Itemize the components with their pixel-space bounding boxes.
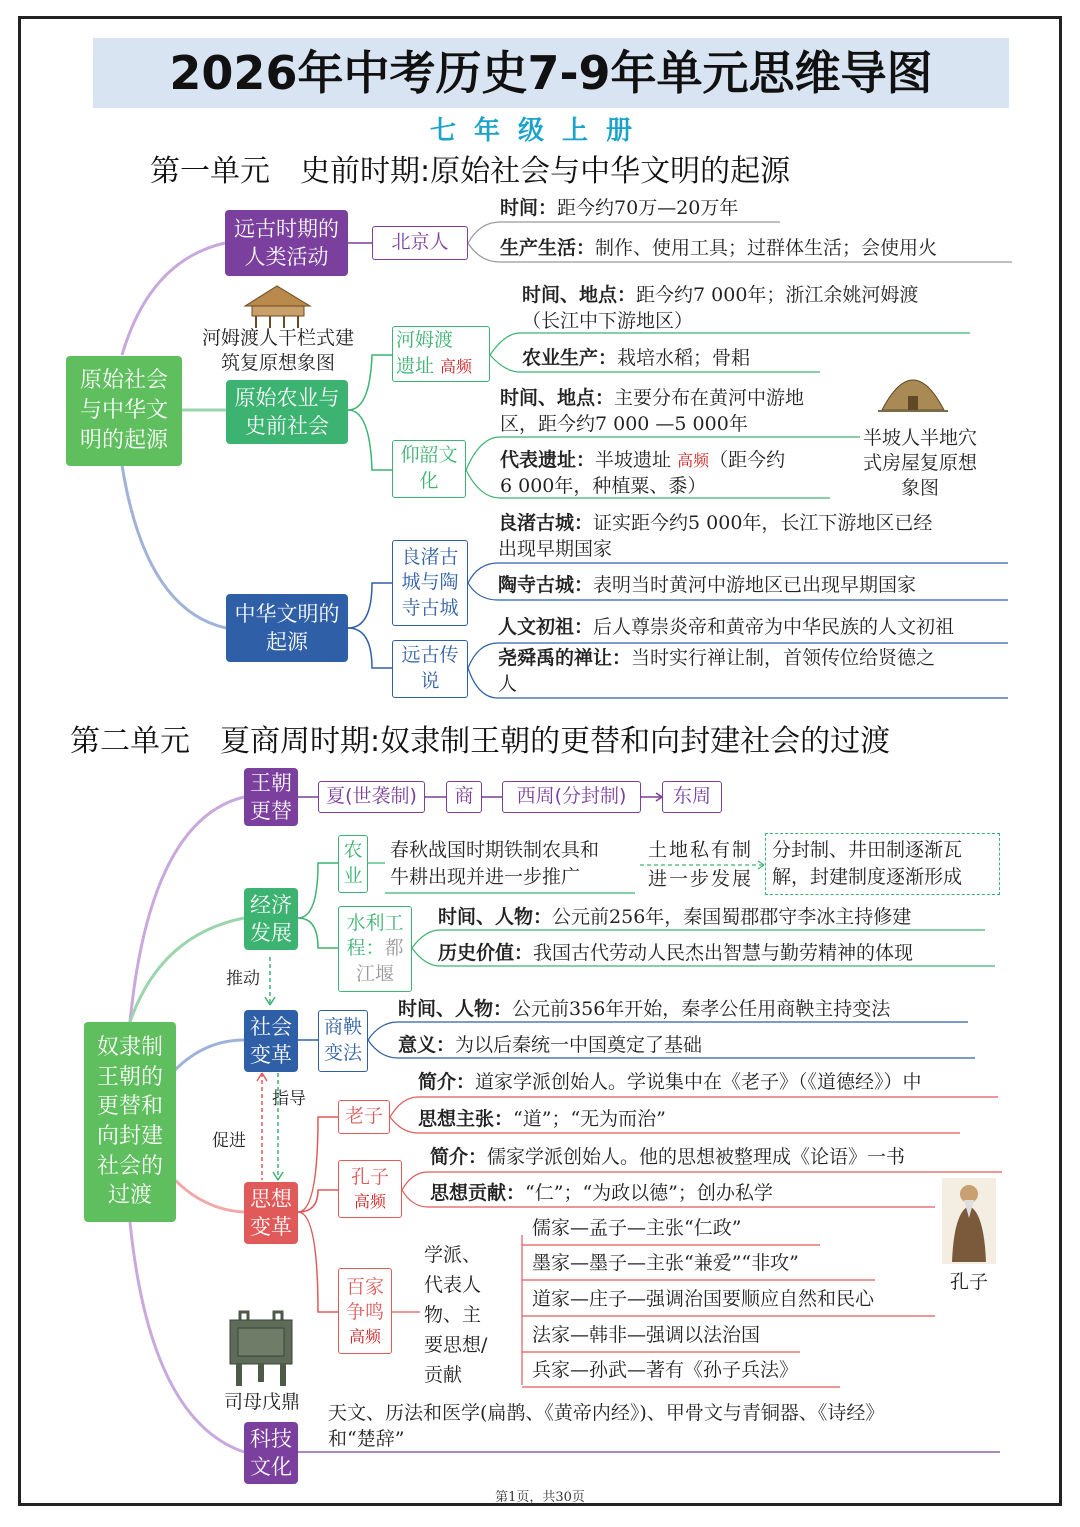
school-mojia: 墨家—墨子—主张“兼爱”“非攻” [532,1252,799,1274]
liangzhu-text2: 出现早期国家 [498,538,613,560]
hemudu-label: 河姆渡 [396,329,454,352]
schools-lbl-3: 要思想/ [424,1334,488,1356]
kongzi-contrib: 思想贡献：“仁”；“为政以德”；创办私学 [430,1182,773,1204]
shanrang-text: 尧舜禹的禅让：当时实行禅让制，首领传位给贤德之 [498,647,936,669]
label-promote: 促进 [212,1131,246,1151]
science-text2: 和“楚辞” [328,1428,405,1450]
node-agriculture: 农业 [338,835,368,893]
science-text1: 天文、历法和医学(扁鹊、《黄帝内经》)、甲骨文与青铜器、《诗经》 [328,1402,885,1424]
dujiangyan-time: 时间、人物：公元前256年，秦国蜀郡郡守李冰主持修建 [438,906,912,928]
taosi-text: 陶寺古城：表明当时黄河中游地区已出现早期国家 [498,574,917,596]
node-beijing-man: 北京人 [372,226,468,260]
kongzi-label: 孔子 [350,1166,389,1189]
dynasty-eastern-zhou: 东周 [662,781,722,813]
node-thought-reform: 思想变革 [244,1182,298,1244]
unit1-root-node: 原始社会与中华文明的起源 [66,356,182,466]
agri-text2: 牛耕出现并进一步推广 [390,866,581,888]
liangzhu-text: 良渚古城：证实距今约5 000年，长江下游地区已经 [498,512,933,534]
baijia-label: 百家 [345,1275,384,1298]
yangshao-site: 代表遗址：半坡遗址 高频（距今约 [500,449,786,471]
node-kongzi [338,1160,402,1218]
yangshao-time2: 区，距今约7 000 —5 000年 [500,413,748,435]
hemudu-label2: 遗址 高频 [396,355,473,377]
water-lbl-1: 水利工 [346,911,404,934]
water-lbl-4: 江堰 [355,962,394,985]
node-science-culture: 科技文化 [244,1422,298,1484]
node-primitive-agriculture: 原始农业与史前社会 [226,380,348,444]
hemudu-agri: 农业生产：栽培水稻；骨耜 [522,347,751,369]
unit1-heading: 第一单元 史前时期:原始社会与中华文明的起源 [150,154,791,189]
node-social-reform: 社会变革 [244,1010,298,1072]
hemudu-time2: （长江中下游地区） [522,310,694,332]
node-ancient-legend: 远古传说 [392,640,468,698]
node-economy: 经济发展 [244,888,298,950]
school-rujia: 儒家—孟子—主张“仁政” [532,1217,742,1239]
laozi-idea: 思想主张：“道”；“无为而治” [418,1108,666,1130]
node-ancient-human: 远古时期的人类活动 [225,210,348,276]
stilt-house-image [240,282,315,330]
kongzi-hf-badge: 高频 [353,1192,386,1212]
fenfeng-text2: 解，封建制度逐渐形成 [772,866,963,888]
renwen-text: 人文初祖：后人尊崇炎帝和黄帝为中华民族的人文初祖 [498,616,955,638]
kongzi-intro: 简介：儒家学派创始人。他的思想被整理成《论语》一书 [430,1146,906,1168]
yangshao-site2: 6 000年，种植粟、黍） [500,475,707,497]
laozi-intro: 简介：道家学派创始人。学说集中在《老子》（《道德经》）中 [418,1071,922,1093]
page-footer: 第1页，共30页 [495,1490,585,1505]
hemudu-hf-badge: 高频 [440,357,473,376]
dynasty-xia: 夏(世袭制) [318,781,425,813]
confucius-portrait [942,1178,996,1264]
node-shangyang: 商鞅变法 [318,1010,368,1072]
beijing-time: 时间：距今约70万—20万年 [500,197,739,219]
land-private2: 进一步发展 [648,868,754,890]
page-title: 2026年中考历史7-9年单元思维导图 [169,46,933,100]
dynasty-shang: 商 [446,781,482,813]
caption-hemudu: 河姆渡人干栏式建筑复原想象图 [201,327,354,374]
schools-lbl-0: 学派、 [424,1244,482,1266]
water-lbl-2: 程： [346,937,385,960]
water-lbl-row [346,936,403,962]
dynasty-western-zhou: 西周(分封制) [502,781,641,813]
simuwu-ding-image [224,1310,298,1388]
caption-banpo: 半坡人半地穴式房屋复原想象图 [862,427,977,499]
hemudu-time: 时间、地点：距今约7 000年；浙江余姚河姆渡 [522,284,919,306]
node-hundred-schools [338,1268,392,1354]
yangshao-time: 时间、地点：主要分布在黄河中游地 [500,387,805,409]
node-yangshao: 仰韶文化 [392,440,466,498]
caption-kongzi: 孔子 [949,1271,988,1293]
node-civilization-origin: 中华文明的起源 [226,594,348,662]
schools-lbl-2: 物、主 [424,1304,482,1326]
unit2-heading: 第二单元 夏商周时期:奴隶制王朝的更替和向封建社会的过渡 [70,724,891,759]
node-hemudu-site [392,326,490,382]
label-guide: 指导 [272,1089,306,1109]
node-dynasty-change: 王朝更替 [244,768,298,826]
label-push: 推动 [226,969,260,989]
grade-subtitle: 七年级上册 [429,116,650,146]
schools-label [424,1240,487,1390]
node-liangzhu-taosi: 良渚古城与陶寺古城 [392,540,468,626]
banpo-hf-badge: 高频 [677,451,710,470]
dujiangyan-value: 历史价值：我国古代劳动人民杰出智慧与勤劳精神的体现 [438,942,914,964]
agri-text1: 春秋战国时期铁制农具和 [390,839,600,861]
caption-ding: 司母戊鼎 [223,1391,300,1413]
schools-lbl-4: 贡献 [424,1364,463,1386]
node-laozi: 老子 [338,1100,390,1134]
fenfeng-text1: 分封制、井田制逐渐瓦 [772,839,963,861]
node-dujiangyan [338,906,412,992]
water-lbl-3: 都 [384,937,404,960]
baijia-label2: 争鸣 [345,1301,384,1324]
shangyang-meaning: 意义：为以后秦统一中国奠定了基础 [398,1034,703,1056]
school-bingjia: 兵家—孙武—著有《孙子兵法》 [532,1359,799,1381]
shangyang-time: 时间、人物：公元前356年开始，秦孝公任用商鞅主持变法 [398,998,891,1020]
beijing-life: 生产生活：制作、使用工具；过群体生活；会使用火 [500,237,938,259]
banpo-house-image [878,360,948,416]
school-daojia: 道家—庄子—强调治国要顺应自然和民心 [532,1288,875,1310]
baijia-hf-badge: 高频 [348,1326,381,1346]
land-private1: 土地私有制 [648,839,754,861]
unit2-root-node: 奴隶制王朝的更替和向封建社会的过渡 [84,1022,176,1222]
school-fajia: 法家—韩非—强调以法治国 [532,1324,761,1346]
shanrang-text2: 人 [498,673,518,695]
schools-lbl-1: 代表人 [424,1274,482,1296]
